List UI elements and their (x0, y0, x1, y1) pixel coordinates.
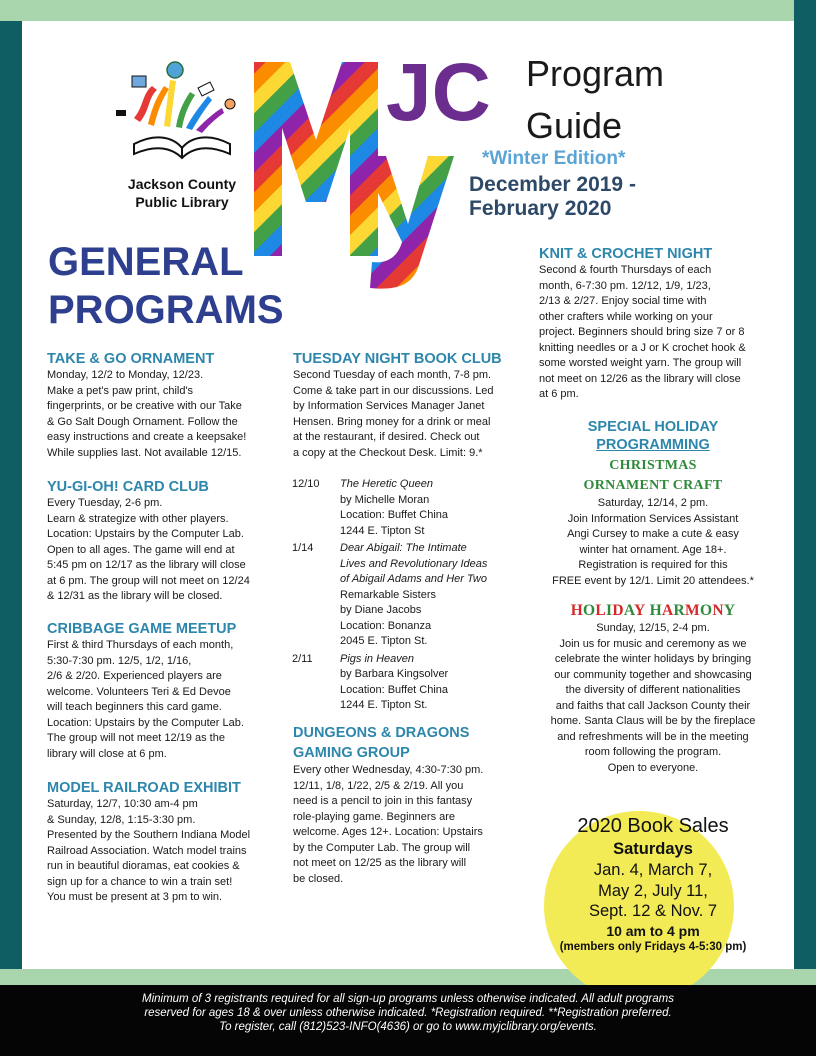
text-line: at 6 pm. (539, 388, 579, 400)
text-line: Second & fourth Thursdays of each (539, 264, 712, 276)
book-list-item (292, 652, 517, 714)
section-title: TAKE & GO ORNAMENT (47, 351, 215, 367)
section-body (47, 496, 282, 605)
book-date: 12/10 (292, 478, 320, 490)
text-line: Join us for music and ceremony as we (559, 637, 747, 650)
section-title-line: DUNGEONS & DRAGONS (293, 725, 470, 741)
text-line: 2/13 & 2/27. Enjoy social time with (539, 295, 707, 307)
model-railroad-section (47, 780, 282, 906)
date-range-line1: December 2019 - (469, 173, 636, 196)
text-line: by the Computer Lab. The group will (293, 841, 471, 854)
harmony-letter: M (685, 602, 700, 619)
text-line: & Go Salt Dough Ornament. Follow the (47, 415, 238, 428)
footer-notice (0, 985, 816, 1056)
text-line: & 12/31 as the library will be closed. (47, 590, 223, 602)
text-line: the diversity of different nationalities (565, 684, 741, 696)
section-title: YU-GI-OH! CARD CLUB (47, 479, 209, 495)
text-line: Open to all ages. The game will end at (47, 543, 235, 556)
general-programs-heading (48, 238, 284, 334)
dnd-section (293, 723, 523, 887)
text-line: not meet on 12/26 as the library will close (539, 372, 741, 385)
footer-line: reserved for ages 18 & over unless otherwise indicated. *Registration required. **Registration preferred. (144, 1007, 672, 1019)
title-program: Program (526, 53, 665, 94)
text-line: by Information Services Manager Janet (293, 400, 485, 412)
book-sales-hours: 10 am to 4 pm (606, 922, 700, 939)
book-title: Lives and Revolutionary Ideas (340, 557, 488, 570)
book-title: Dear Abigail: The Intimate (340, 542, 467, 554)
book-address: 1244 E. Tipton St (340, 524, 425, 537)
special-holiday-title (540, 418, 766, 454)
book-club-list (292, 477, 517, 716)
yugioh-card-club-section (47, 479, 282, 605)
book-title-continued: Remarkable Sisters (340, 588, 436, 601)
section-title: MODEL RAILROAD EXHIBIT (47, 780, 241, 796)
harmony-letter: A (662, 602, 674, 619)
text-line: Come & take part in our discussions. Led (293, 384, 494, 397)
book-info (340, 541, 517, 650)
text-line: home. Santa Claus will be by the fireplace (550, 715, 756, 727)
text-line: Location: Upstairs by the Computer Lab. (47, 716, 244, 729)
text-line: fingerprints, or be creative with our Take (47, 400, 242, 412)
left-border-bar (0, 21, 22, 969)
text-line: and faiths that call Jackson County their (555, 699, 751, 712)
book-location: Location: Buffet China (340, 509, 449, 521)
section-body (47, 368, 282, 461)
general-heading-line2: PROGRAMS (48, 288, 284, 332)
text-line: Learn & strategize with other players. (47, 512, 229, 525)
title-guide: Guide (526, 105, 623, 146)
winter-edition: *Winter Edition* (482, 148, 626, 169)
text-line: Presented by the Southern Indiana Model (47, 829, 251, 841)
special-title-line2: PROGRAMMING (596, 437, 710, 453)
book-title: of Abigail Adams and Her Two (340, 573, 487, 585)
book-list-item (292, 541, 517, 650)
harmony-letter: Y (723, 602, 736, 619)
text-line: Join Information Services Assistant (567, 512, 739, 525)
book-sales-title: 2020 Book Sales (577, 815, 729, 837)
text-line: need is a pencil to join in this fantasy (293, 795, 473, 807)
book-address: 2045 E. Tipton St. (340, 635, 428, 647)
text-line: The group will not meet 12/19 as the (47, 732, 225, 744)
harmony-letter: D (612, 602, 624, 619)
text-line: & Sunday, 12/8, 1:15-3:30 pm. (47, 813, 196, 826)
text-line: Monday, 12/2 to Monday, 12/23. (47, 369, 204, 381)
take-go-ornament-section (47, 351, 282, 461)
section-body (293, 763, 523, 887)
book-sales-subtitle: Saturdays (613, 840, 693, 858)
text-line: and refreshments will be in the meeting (557, 730, 749, 743)
text-line: library will close at 6 pm. (47, 747, 167, 760)
text-line: at the restaurant, if desired. Check out (293, 431, 480, 443)
text-line: some worsted weight yarn. The group will (539, 357, 742, 369)
section-body (47, 797, 282, 906)
footer-line: Minimum of 3 registrants required for all sign-up programs unless otherwise indicated. All adult programs (141, 993, 674, 1005)
book-list-item (292, 477, 517, 539)
book-author: by Barbara Kingsolver (340, 668, 449, 680)
library-logo (112, 58, 252, 218)
text-line: be closed. (293, 872, 344, 885)
text-line: month, 6-7:30 pm. 12/12, 1/9, 1/23, (539, 279, 711, 292)
harmony-letter: H (649, 602, 663, 619)
harmony-letter: N (712, 602, 724, 619)
book-sales-date-line: May 2, July 11, (598, 881, 708, 900)
section-body (540, 496, 766, 589)
open-book-streamers-icon (112, 58, 252, 168)
section-body (539, 263, 779, 403)
book-address: 1244 E. Tipton St. (340, 699, 428, 711)
book-info (340, 477, 517, 539)
text-line: Saturday, 12/14, 2 pm. (597, 497, 709, 509)
text-line: Railroad Association. Watch model trains (47, 844, 247, 857)
text-line: our community together and showcasing (554, 668, 752, 681)
harmony-letter: O (583, 602, 596, 619)
book-sales-members-note: (members only Fridays 4-5:30 pm) (559, 940, 747, 953)
text-line: 2/6 & 2/20. Experienced players are (47, 670, 222, 682)
christmas-ornament-section (540, 456, 766, 589)
myjc-logo (252, 56, 502, 290)
text-line: 5:45 pm on 12/17 as the library will close (47, 559, 246, 571)
harmony-letter: R (673, 602, 686, 619)
book-title: The Heretic Queen (340, 478, 433, 490)
book-date: 2/11 (292, 652, 313, 665)
section-title: TUESDAY NIGHT BOOK CLUB (293, 351, 502, 367)
text-line: celebrate the winter holidays by bringing (554, 653, 752, 665)
text-line: welcome. Volunteers Teri & Ed Devoe (47, 685, 231, 698)
text-line: sign up for a chance to win a train set! (47, 875, 233, 888)
section-title: CRIBBAGE GAME MEETUP (47, 621, 237, 637)
book-author: by Diane Jacobs (340, 604, 422, 616)
text-line: not meet on 12/25 as the library will (293, 857, 467, 869)
text-line: room following the program. (584, 746, 722, 758)
cribbage-section (47, 621, 282, 762)
text-line: While supplies last. Not available 12/15. (47, 446, 242, 459)
text-line: welcome. Ages 12+. Location: Upstairs (293, 826, 483, 838)
text-line: knitting needles or a J or K crochet hook & (539, 341, 746, 354)
text-line: Registration is required for this (578, 559, 728, 571)
section-body (47, 638, 282, 762)
harmony-letter: L (595, 602, 607, 619)
date-range (469, 173, 636, 221)
harmony-letter: H (570, 602, 584, 619)
general-heading-line1: GENERAL (48, 240, 244, 284)
text-line: Second Tuesday of each month, 7-8 pm. (293, 369, 492, 381)
section-title-line: GAMING GROUP (293, 745, 410, 761)
special-holiday-heading (540, 418, 766, 454)
book-sales-date-line: Jan. 4, March 7, (593, 861, 713, 879)
christmas-title-line1: CHRISTMAS (609, 458, 697, 473)
knit-crochet-section (539, 246, 779, 403)
text-line: run in beautiful dioramas, eat cookies & (47, 860, 240, 872)
christmas-title-line2: ORNAMENT CRAFT (583, 478, 723, 493)
text-line: at 6 pm. The group will not meet on 12/24 (47, 574, 250, 587)
holiday-harmony-section (533, 601, 773, 776)
book-sales-dates (540, 860, 766, 922)
text-line: First & third Thursdays of each month, (47, 639, 234, 651)
text-line: Angi Cursey to make a cute & easy (567, 528, 739, 540)
section-title (293, 723, 523, 763)
text-line: will teach beginners this card game. (47, 701, 222, 713)
book-date: 1/14 (292, 542, 314, 554)
book-club-section (293, 351, 523, 461)
book-info (340, 652, 517, 714)
date-range-line2: February 2020 (469, 197, 612, 220)
right-border-bar (794, 0, 816, 969)
text-line: Every Tuesday, 2-6 pm. (47, 497, 163, 509)
text-line: Saturday, 12/7, 10:30 am-4 pm (47, 798, 198, 810)
section-title: KNIT & CROCHET NIGHT (539, 246, 713, 262)
text-line: other crafters while working on your (539, 310, 713, 323)
harmony-letter: Y (633, 602, 646, 619)
text-line: FREE event by 12/1. Limit 20 attendees.* (552, 574, 754, 587)
book-title: Pigs in Heaven (340, 652, 414, 665)
holiday-harmony-title (533, 601, 773, 620)
text-line: project. Beginners should bring size 7 or 8 (539, 326, 745, 338)
svg-text:JC: JC (386, 56, 491, 138)
book-sales-callout (540, 814, 766, 954)
text-line: Make a pet's paw print, child's (47, 384, 194, 397)
book-location: Location: Bonanza (340, 619, 432, 632)
harmony-letter: O (699, 602, 713, 619)
text-line: Location: Upstairs by the Computer Lab. (47, 528, 244, 540)
book-sales-date-line: Sept. 12 & Nov. 7 (588, 902, 718, 920)
text-line: 12/11, 1/8, 1/22, 2/5 & 2/19. All you (293, 779, 464, 792)
text-line: Open to everyone. (607, 761, 699, 774)
library-name: Jackson County Public Library (127, 176, 237, 210)
section-body (293, 368, 523, 461)
text-line: a copy at the Checkout Desk. Limit: 9.* (293, 446, 483, 459)
section-body (533, 621, 773, 776)
text-line: Every other Wednesday, 4:30-7:30 pm. (293, 764, 484, 776)
text-line: winter hat ornament. Age 18+. (579, 543, 727, 556)
book-author: by Michelle Moran (340, 493, 430, 506)
footer-line: To register, call (812)523-INFO(4636) or go to www.myjclibrary.org/events. (219, 1021, 597, 1033)
book-location: Location: Buffet China (340, 683, 449, 696)
text-line: Hensen. Bring money for a drink or meal (293, 415, 491, 428)
text-line: 5:30-7:30 pm. 12/5, 1/2, 1/16, (47, 654, 192, 667)
top-band (0, 0, 816, 21)
special-title-line1: SPECIAL HOLIDAY (587, 419, 719, 435)
harmony-letter: I (606, 602, 613, 619)
text-line: You must be present at 3 pm to win. (47, 891, 223, 903)
harmony-letter: A (623, 602, 634, 619)
text-line: easy instructions and create a keepsake! (47, 431, 247, 443)
text-line: role-playing game. Beginners are (293, 810, 456, 823)
text-line: Sunday, 12/15, 2-4 pm. (596, 622, 710, 634)
